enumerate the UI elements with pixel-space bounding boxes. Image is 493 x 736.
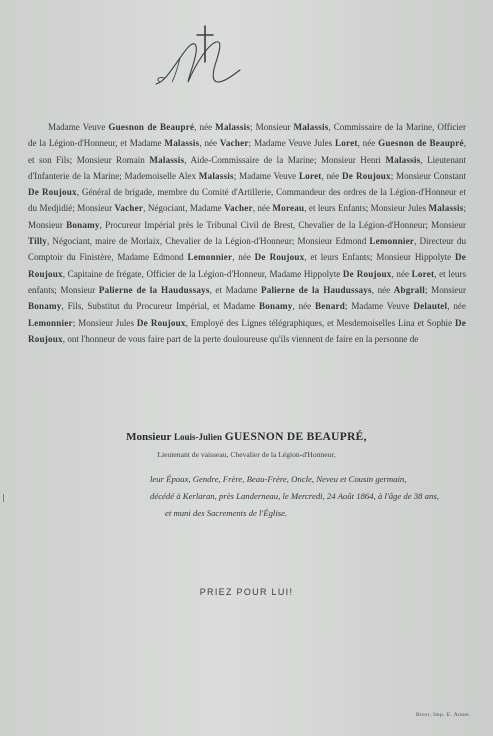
paragraph-text-run: ; Monsieur Constant: [390, 170, 466, 181]
paragraph-text-run: , Directeur du Comptoir du Finistère, Madame Edmond: [28, 236, 467, 263]
family-name: Moreau: [272, 203, 305, 214]
family-name: Guesnon de Beaupré: [108, 122, 195, 132]
family-name: De Roujoux: [28, 187, 77, 198]
family-name: Vacher: [224, 203, 253, 214]
paragraph-text-run: , Lieutenant d'Infanterie de la Marine; Mademoiselle Alex: [28, 154, 466, 181]
paragraph-text-run: ; Madame Veuve: [345, 301, 414, 312]
death-details: [150, 471, 480, 522]
margin-mark: [3, 494, 4, 502]
paragraph-text-run: , née: [199, 138, 220, 149]
family-name: Malassis: [149, 154, 185, 165]
family-name: Malassis: [428, 203, 464, 214]
family-name: Palierne de la Haudussays: [98, 284, 210, 295]
paragraph-text-run: , Négociant, Madame: [143, 203, 225, 214]
family-name: Bonamy: [28, 301, 62, 312]
sacraments-line: et muni des Sacrements de l'Église.: [165, 508, 288, 518]
paragraph-text-run: , et son Fils; Monsieur Romain: [28, 138, 466, 165]
family-name: Malassis: [215, 122, 251, 132]
family-name: De Roujoux: [28, 317, 466, 344]
family-name: Malassis: [198, 170, 234, 181]
family-name: De Roujoux: [342, 170, 391, 181]
family-name: Delautel: [413, 301, 448, 312]
paragraph-text-run: , ont l'honneur de vous faire part de la perte douloureuse qu'ils viennent de faire en la personne de: [62, 333, 419, 344]
paragraph-text-run: , Aide-Commissaire de la Marine; Monsieur Henri: [184, 154, 386, 165]
paragraph-text-run: , née: [252, 203, 273, 214]
relations-line: leur Époux, Gendre, Frère, Beau-Frère, Oncle, Neveu et Cousin germain,: [150, 474, 407, 484]
paragraph-text-run: , Employé des Lignes télégraphiques, et Mesdemoiselles Lina et Sophie: [185, 317, 455, 328]
paragraph-text-run: ; Monsieur: [425, 284, 466, 295]
deceased-given-names: Louis-Julien: [173, 432, 222, 442]
paragraph-text-run: , et leurs enfants; Monsieur: [28, 268, 466, 295]
paragraph-text-run: , née: [194, 122, 216, 132]
family-name: Palierne de la Haudussays: [260, 284, 372, 295]
paragraph-text-run: , née: [292, 301, 316, 312]
deceased-surname: GUESNON DE BEAUPRÉ,: [224, 431, 367, 443]
family-name: Vacher: [219, 138, 249, 149]
deceased-prefix: Monsieur: [126, 431, 172, 443]
paragraph-text-run: , Fils, Substitut du Procureur Impérial, et Madame: [61, 301, 259, 312]
family-name: Benard: [315, 301, 346, 312]
paragraph-text-run: ; Monsieur: [28, 203, 466, 230]
family-name: Malassis: [293, 122, 329, 132]
monogram-cross-icon: [150, 20, 250, 90]
printer-imprint: Brest, Imp. E. Anner.: [416, 712, 471, 718]
paragraph-text-run: , et Madame: [209, 284, 261, 295]
family-name: Abgrall: [393, 284, 425, 295]
family-name: De Roujoux: [28, 252, 466, 279]
family-name: De Roujoux: [136, 317, 186, 328]
paragraph-text-run: , née: [357, 138, 379, 149]
paragraph-text-run: Madame Veuve: [48, 122, 109, 132]
family-name: Loret: [298, 170, 322, 181]
family-name: Vacher: [114, 203, 144, 214]
family-name: Malassis: [385, 154, 421, 165]
family-name: Bonamy: [258, 301, 293, 312]
paragraph-text-run: , Capitaine de frégate, Officier de la Légion-d'Honneur, Madame Hippolyte: [62, 268, 343, 279]
paragraph-text-run: ; Monsieur Jules: [72, 317, 137, 328]
family-name: Tilly: [28, 236, 48, 247]
paragraph-text-run: , née: [371, 284, 394, 295]
family-name: De Roujoux: [254, 252, 305, 263]
prayer-line: PRIEZ POUR LUI!: [199, 587, 294, 597]
family-name: Guesnon de Beaupré: [378, 138, 464, 149]
family-name: Lemonnier: [369, 236, 415, 247]
family-name: Loret: [411, 268, 435, 279]
paragraph-text-run: ; Monsieur: [250, 122, 294, 132]
family-name: Lemonnier: [187, 252, 233, 263]
family-name: De Roujoux: [342, 268, 392, 279]
family-name: Lemonnier: [28, 317, 73, 328]
paragraph-text-run: , Commissaire de la Marine, Officier de la Légion-d'Honneur, et Madame: [28, 122, 466, 149]
paragraph-text-run: ; Madame Veuve Jules: [248, 138, 336, 149]
family-name: Loret: [335, 138, 358, 149]
family-announcement-paragraph: [28, 119, 466, 347]
family-name: Bonamy: [66, 219, 100, 230]
deceased-full-name: [0, 431, 493, 443]
deceased-title: Lieutenant de vaisseau, Chevalier de la Légion-d'Honneur,: [157, 450, 336, 459]
paragraph-text-run: , et leurs Enfants; Monsieur Hippolyte: [304, 252, 455, 263]
paragraph-text-run: , Procureur Impérial près le Tribunal Civil de Brest, Chevalier de la Légion-d'Honneur; Monsieur: [99, 219, 466, 230]
paragraph-text-run: ; Madame Veuve: [233, 170, 299, 181]
death-line: décédé à Kerlaran, près Landerneau, le Mercredi, 24 Août 1864, à l'âge de 38 ans,: [150, 491, 439, 501]
paragraph-text-run: , Négociant, maire de Morlaix, Chevalier de la Légion-d'Honneur; Monsieur Edmond: [47, 236, 370, 247]
paragraph-text-run: , née: [321, 170, 342, 181]
paragraph-text-run: , née: [391, 268, 412, 279]
paragraph-text-run: , née: [232, 252, 255, 263]
family-name: Malassis: [164, 138, 200, 149]
paragraph-text-run: , née: [447, 301, 466, 312]
paragraph-text-run: , et leurs Enfants; Monsieur Jules: [304, 203, 429, 214]
paragraph-text-run: , Général de brigade, membre du Comité d'Artillerie, Commandeur des ordres de la Légion-d'Honneur et du Medjidié; Monsieur: [28, 187, 466, 214]
